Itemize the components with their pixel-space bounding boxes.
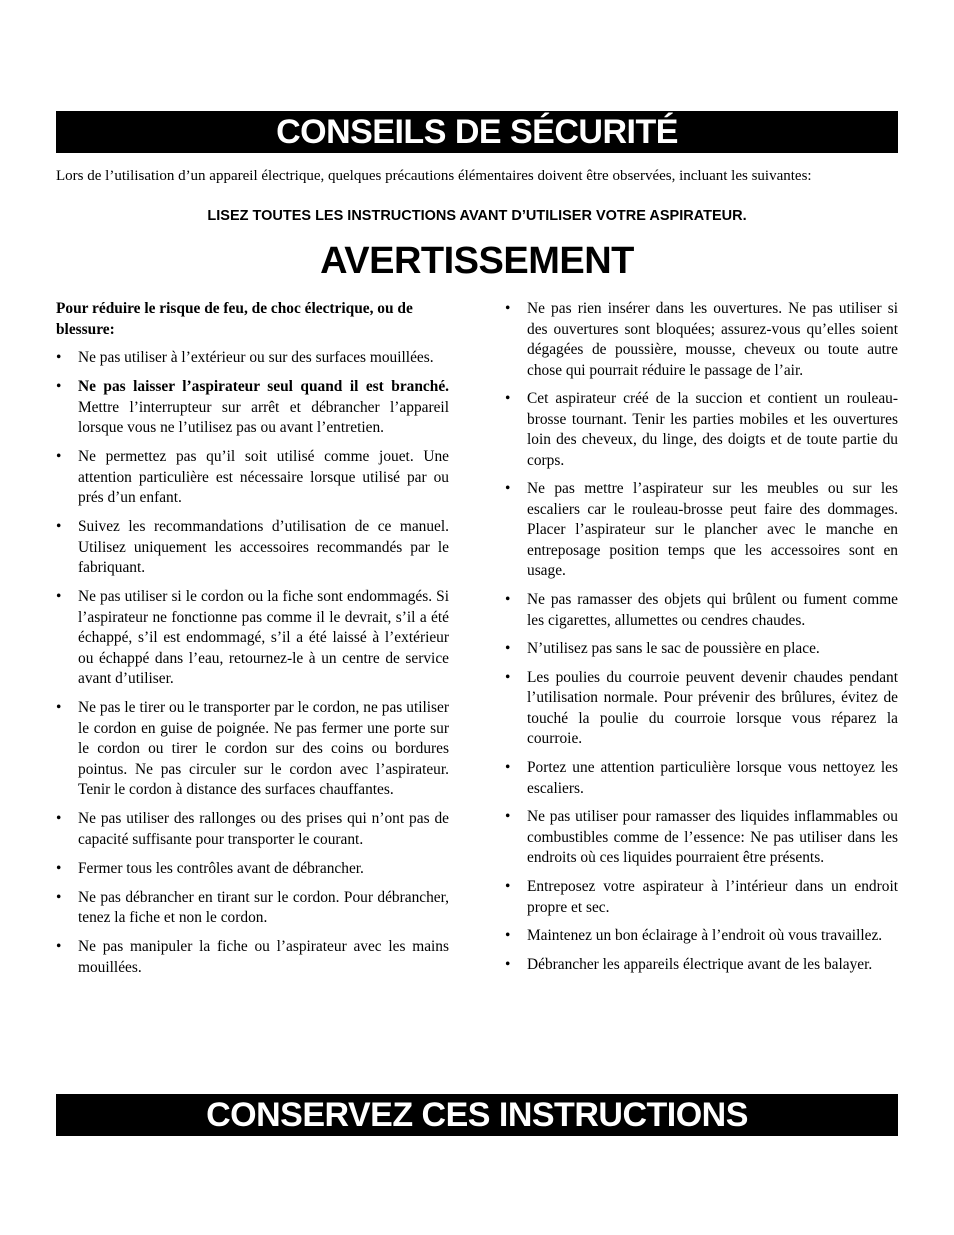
list-item: • Maintenez un bon éclairage à l’endroit où vous travaillez.: [505, 926, 898, 947]
list-item: • Ne pas utiliser des rallonges ou des prises qui n’ont pas de capacité suffisante pour transporter le courant.: [56, 809, 449, 850]
right-warning-list: [505, 299, 898, 975]
list-item: • Ne permettez pas qu’il soit utilisé comme jouet. Une attention particulière est nécessaire lorsque utilisé par ou prés d’un enfant.: [56, 447, 449, 509]
warning-lead: Pour réduire le risque de feu, de choc électrique, ou de blessure:: [56, 300, 413, 338]
list-item: • Ne pas ramasser des objets qui brûlent ou fument comme les cigarettes, allumettes ou cendres chaudes.: [505, 590, 898, 631]
list-item: • Ne pas laisser l’aspirateur seul quand il est branché. Mettre l’interrupteur sur arrêt et débrancher l’appareil lorsque vous ne l’utilisez pas ou avant l’entretien.: [56, 377, 449, 439]
list-item: • Ne pas utiliser à l’extérieur ou sur des surfaces mouillées.: [56, 348, 449, 369]
right-column: [505, 299, 898, 984]
list-item: • Ne pas mettre l’aspirateur sur les meubles ou sur les escaliers car le rouleau-brosse peut faire des dommages. Placer l’aspirateur sur le plancher avec le manche en entreposage position temps que les accessoires sont en usage.: [505, 479, 898, 582]
list-item: • Portez une attention particulière lorsque vous nettoyez les escaliers.: [505, 758, 898, 799]
left-column: [56, 299, 449, 987]
save-instructions-banner: CONSERVEZ CES INSTRUCTIONS: [56, 1094, 898, 1136]
list-item: • Ne pas rien insérer dans les ouvertures. Ne pas utiliser si des ouvertures sont bloquées; assurez-vous qu’elles soient dégagées de poussière, mousse, cheveux ou toute autre chose qui pourrait réduire le passage de l’air.: [505, 299, 898, 381]
list-item: • Fermer tous les contrôles avant de débrancher.: [56, 859, 449, 880]
list-item: • Suivez les recommandations d’utilisation de ce manuel. Utilisez uniquement les accessoires recommandés par le fabriquant.: [56, 517, 449, 579]
list-item: • Ne pas le tirer ou le transporter par le cordon, ne pas utiliser le cordon en guise de poignée. Ne pas fermer une porte sur le cordon ou tirer le cordon sur des coins ou bordures pointus. Ne pas circuler sur le cordon avec l’aspirateur. Tenir le cordon à distance des surfaces chauffantes.: [56, 698, 449, 801]
read-all-instructions: LISEZ TOUTES LES INSTRUCTIONS AVANT D’UTILISER VOTRE ASPIRATEUR.: [207, 208, 747, 224]
list-item: • Les poulies du courroie peuvent devenir chaudes pendant l’utilisation normale. Pour prévenir des brûlures, évitez de touché la poulie du courroie lorsque vous réparez la courroie.: [505, 668, 898, 750]
list-item: • Ne pas utiliser si le cordon ou la fiche sont endommagés. Si l’aspirateur ne fonctionne pas comme il le devrait, s’il a été échappé, s’il est endommagé, s’il a été laissé à l’extérieur ou échappé dans l’eau, retournez-le à un centre de service avant d’utiliser.: [56, 587, 449, 690]
list-item: • Débrancher les appareils électrique avant de les balayer.: [505, 955, 898, 976]
list-item: • Ne pas débrancher en tirant sur le cordon. Pour débrancher, tenez la fiche et non le cordon.: [56, 888, 449, 929]
intro-text: Lors de l’utilisation d’un appareil électrique, quelques précautions élémentaires doivent être observées, incluant les suivantes:: [56, 168, 812, 184]
warning-title: AVERTISSEMENT: [320, 240, 634, 282]
list-item: • Cet aspirateur créé de la succion et contient un rouleau-brosse tournant. Tenir les parties mobiles et les ouvertures loin des cheveux, du linge, des doigts et de toute partie du corps.: [505, 389, 898, 471]
list-item: • Ne pas manipuler la fiche ou l’aspirateur avec les mains mouillées.: [56, 937, 449, 978]
list-item: • N’utilisez pas sans le sac de poussière en place.: [505, 639, 898, 660]
safety-title-banner: CONSEILS DE SÉCURITÉ: [56, 111, 898, 153]
list-item: • Ne pas utiliser pour ramasser des liquides inflammables ou combustibles comme de l’essence: Ne pas utiliser dans les endroits où ces liquides pourraient être présents.: [505, 807, 898, 869]
list-item: • Entreposez votre aspirateur à l’intérieur dans un endroit propre et sec.: [505, 877, 898, 918]
left-warning-list: [56, 348, 449, 978]
